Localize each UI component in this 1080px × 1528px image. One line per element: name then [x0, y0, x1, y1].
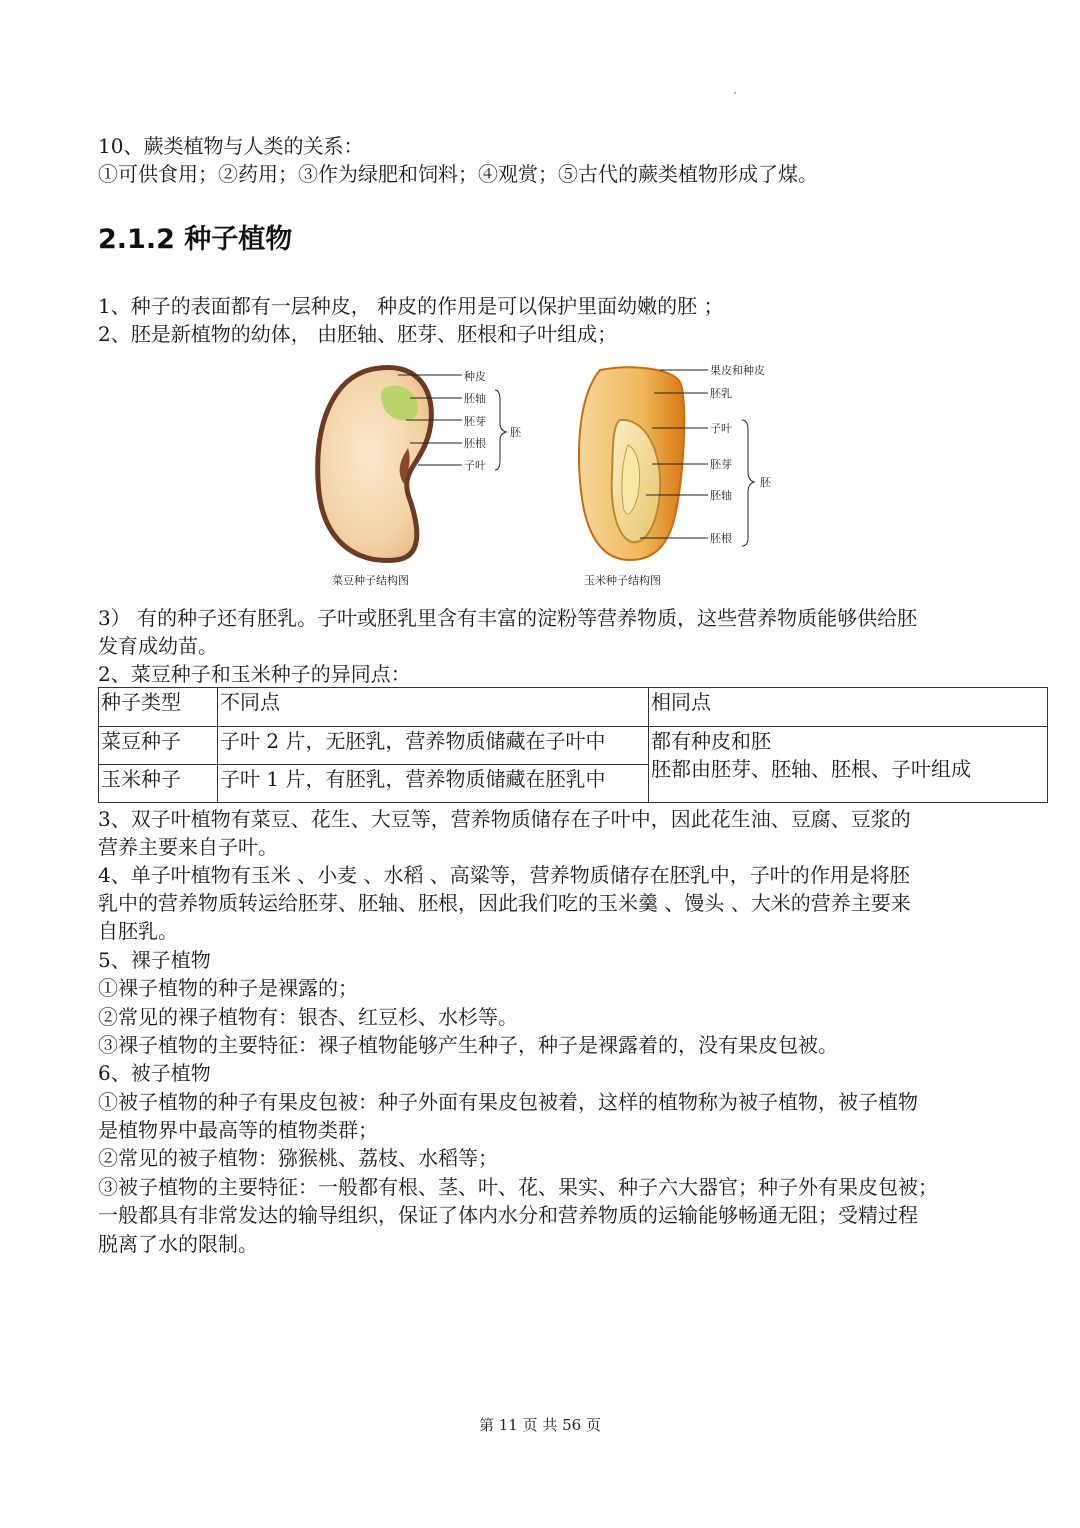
table-row	[99, 727, 1048, 765]
table-cell-diff: 子叶 1 片，有胚乳，营养物质储藏在胚乳中	[218, 765, 649, 803]
intro-line-2: ①可供食用；②药用；③作为绿肥和饲料；④观赏；⑤古代的蕨类植物形成了煤。	[98, 162, 818, 186]
intro-line-1: 10、蕨类植物与人类的关系：	[98, 134, 364, 158]
bean-caption: 菜豆种子结构图	[332, 574, 409, 587]
body-line: ②常见的裸子植物有：银杏、红豆杉、水杉等。	[98, 1005, 518, 1029]
bean-label-radicle: 胚根	[464, 437, 486, 450]
body-line: 营养主要来自子叶。	[98, 835, 278, 859]
paragraph-2: 2、胚是新植物的幼体， 由胚轴、胚芽、胚根和子叶组成；	[98, 322, 618, 346]
corn-label-radicle: 胚根	[710, 532, 732, 545]
table-header-same: 相同点	[649, 688, 1048, 727]
body-line: ②常见的被子植物：猕猴桃、荔枝、水稻等；	[98, 1146, 498, 1170]
bean-label-plumule: 胚芽	[464, 415, 486, 428]
table-same-line-1: 都有种皮和胚	[651, 729, 771, 753]
bean-label-cotyledon: 子叶	[464, 459, 486, 472]
table-cell-type: 玉米种子	[99, 765, 218, 803]
page-footer: 第 11 页 共 56 页	[478, 1416, 601, 1434]
table-header-type: 种子类型	[99, 688, 218, 727]
table-header-diff: 不同点	[218, 688, 649, 727]
table-header-row	[99, 688, 1048, 727]
body-line: ③被子植物的主要特征：一般都有根、茎、叶、花、果实、种子六大器官；种子外有果皮包被；	[98, 1175, 938, 1199]
corn-label-embryo: 胚	[760, 476, 771, 489]
section-title: 2.1.2 种子植物	[98, 224, 293, 255]
corn-seed-drawing	[579, 363, 772, 587]
corn-label-cotyledon: 子叶	[710, 422, 732, 435]
bean-seed-drawing	[318, 367, 522, 587]
table-cell-diff: 子叶 2 片，无胚乳，营养物质储藏在子叶中	[218, 727, 649, 765]
body-line: 6、被子植物	[98, 1061, 211, 1085]
body-line: 脱离了水的限制。	[98, 1232, 258, 1256]
body-line: ③裸子植物的主要特征：裸子植物能够产生种子，种子是裸露着的，没有果皮包被。	[98, 1033, 838, 1057]
table-cell-same	[649, 727, 1048, 803]
corn-label-endosperm: 胚乳	[710, 387, 732, 400]
paragraph-1: 1、种子的表面都有一层种皮， 种皮的作用是可以保护里面幼嫩的胚 ；	[98, 294, 724, 318]
bean-label-hypocotyl: 胚轴	[464, 392, 486, 405]
corn-caption: 玉米种子结构图	[584, 574, 661, 587]
body-line: ①裸子植物的种子是裸露的；	[98, 976, 358, 1000]
scan-dot	[734, 92, 736, 94]
body-line: 乳中的营养物质转运给胚芽、胚轴、胚根，因此我们吃的玉米羹 、馒头 、大米的营养主要来	[98, 891, 911, 915]
table-cell-type: 菜豆种子	[99, 727, 218, 765]
seed-structure-figure	[300, 360, 790, 595]
corn-label-hypocotyl: 胚轴	[710, 489, 732, 502]
table-title: 2、菜豆种子和玉米种子的异同点：	[98, 662, 411, 686]
body-line: ①被子植物的种子有果皮包被：种子外面有果皮包被着，这样的植物称为被子植物，被子植物	[98, 1090, 918, 1114]
body-line: 4、单子叶植物有玉米 、小麦 、水稻 、高粱等，营养物质储存在胚乳中，子叶的作用是将胚	[98, 863, 910, 887]
body-line: 一般都具有非常发达的输导组织，保证了体内水分和营养物质的运输能够畅通无阻；受精过程	[98, 1203, 918, 1227]
body-line: 是植物界中最高等的植物类群；	[98, 1118, 378, 1142]
bean-label-seed-coat: 种皮	[464, 370, 486, 383]
paragraph-3-line-2: 发育成幼苗。	[98, 634, 218, 658]
body-line: 自胚乳。	[98, 919, 178, 943]
seed-structure-svg	[300, 360, 790, 595]
table-same-line-2: 胚都由胚芽、胚轴、胚根、子叶组成	[651, 757, 971, 781]
corn-label-pericarp: 果皮和种皮	[710, 364, 765, 377]
paragraph-3-line-1: 3） 有的种子还有胚乳。子叶或胚乳里含有丰富的淀粉等营养物质，这些营养物质能够供给胚	[98, 606, 918, 630]
body-line: 5、裸子植物	[98, 948, 211, 972]
body-line: 3、双子叶植物有菜豆、花生、大豆等，营养物质储存在子叶中，因此花生油、豆腐、豆浆的	[98, 807, 911, 831]
bean-label-embryo: 胚	[510, 426, 521, 439]
corn-label-plumule: 胚芽	[710, 458, 732, 471]
seed-comparison-table	[98, 687, 1048, 803]
